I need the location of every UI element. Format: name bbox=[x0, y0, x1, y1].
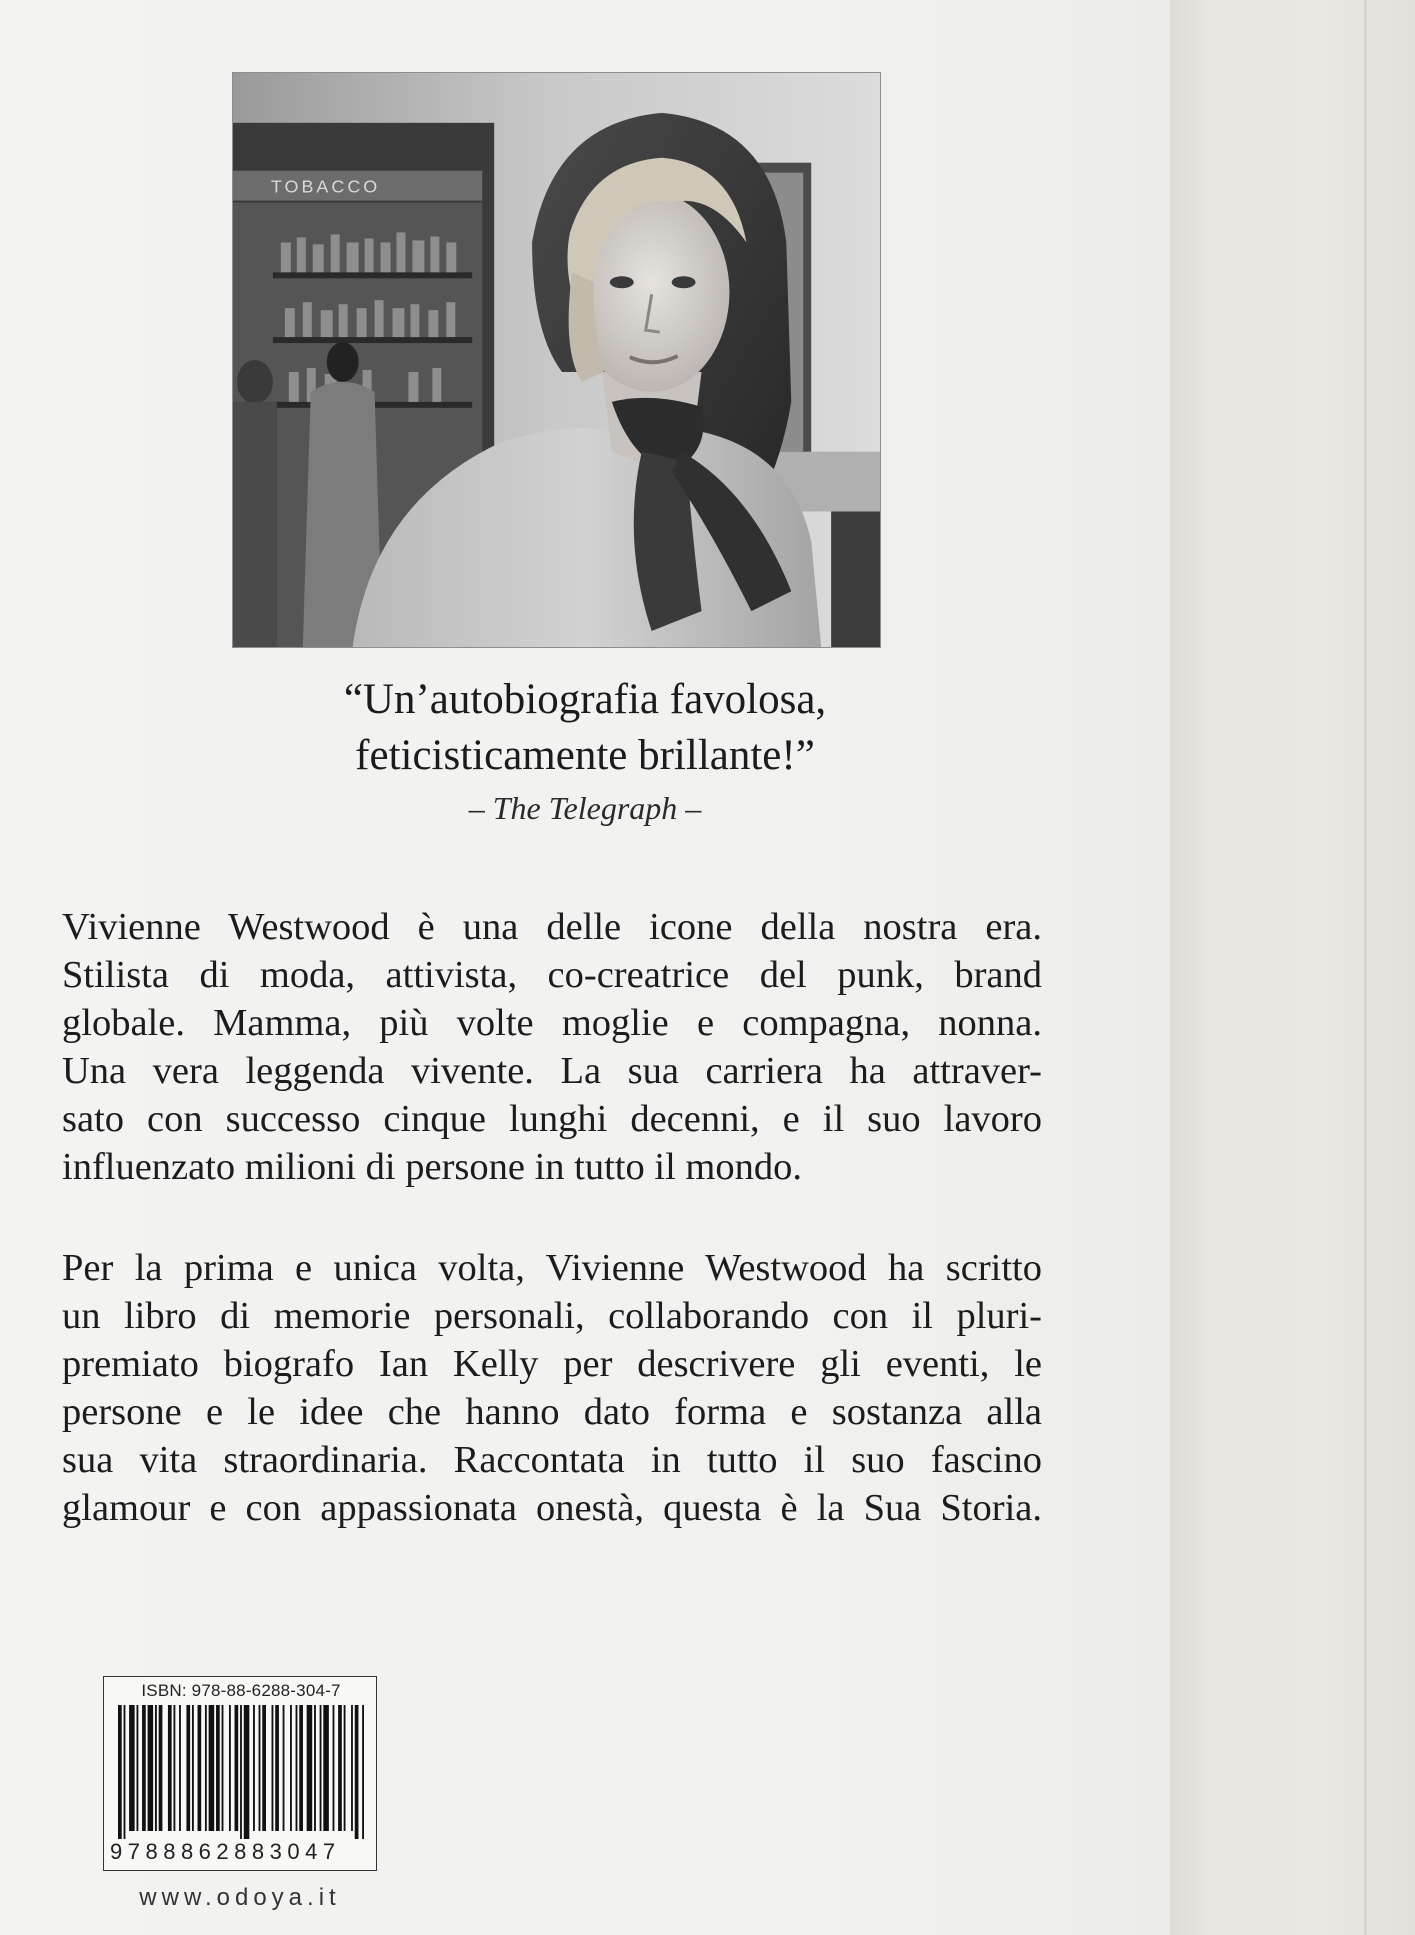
barcode-bar bbox=[240, 1705, 242, 1839]
barcode-bar bbox=[235, 1705, 239, 1831]
barcode-bar bbox=[129, 1705, 135, 1831]
cover-photograph bbox=[232, 72, 881, 648]
publisher-website: www.odoya.it bbox=[139, 1884, 341, 1911]
paragraph-line: premiato biografo Ian Kelly per descrivere gli eventi, le bbox=[62, 1343, 1042, 1385]
paragraph-line: Una vera leggenda vivente. La sua carriera ha attraver- bbox=[62, 1050, 1042, 1092]
spine-edge bbox=[1364, 0, 1367, 1935]
barcode-bar bbox=[186, 1705, 190, 1831]
barcode-bar bbox=[338, 1705, 342, 1831]
barcode-bar bbox=[290, 1705, 292, 1831]
barcode-bar bbox=[253, 1705, 255, 1831]
barcode-bar bbox=[124, 1705, 126, 1839]
barcode-bar bbox=[333, 1705, 335, 1831]
barcode-bar bbox=[323, 1705, 329, 1831]
description-paragraph-2 bbox=[62, 1244, 1042, 1532]
book-spine bbox=[1170, 0, 1415, 1935]
barcode-bar bbox=[283, 1705, 285, 1831]
paragraph-line: persone e le idee che hanno dato forma e sostanza alla bbox=[62, 1391, 1042, 1433]
barcode-bar bbox=[362, 1705, 364, 1839]
shop-sign-text: TOBACCO bbox=[270, 176, 381, 197]
barcode-bar bbox=[173, 1705, 175, 1831]
barcode-digits: 9788862883047 bbox=[110, 1839, 341, 1864]
barcode-bar bbox=[192, 1705, 194, 1831]
barcode-bar bbox=[198, 1705, 202, 1831]
quote-line-1: “Un’autobiografia favolosa, bbox=[343, 676, 827, 723]
isbn-barcode bbox=[103, 1676, 377, 1871]
barcode-bar bbox=[351, 1705, 353, 1831]
barcode-bar bbox=[155, 1705, 157, 1831]
barcode-bar bbox=[272, 1705, 274, 1831]
barcode-bar bbox=[275, 1705, 279, 1831]
quote-source: – The Telegraph – bbox=[468, 790, 702, 826]
barcode-bar bbox=[118, 1705, 122, 1839]
barcode-bar bbox=[259, 1705, 261, 1831]
description-paragraph-1 bbox=[62, 903, 1042, 1191]
paragraph-line: sua vita straordinaria. Raccontata in tutto il suo fascino bbox=[62, 1439, 1042, 1481]
barcode-bar bbox=[159, 1705, 163, 1831]
barcode-bar bbox=[262, 1705, 266, 1831]
paragraph-line: Vivienne Westwood è una delle icone della nostra era. bbox=[62, 906, 1042, 948]
barcode-bar bbox=[168, 1705, 172, 1831]
paragraph-line: un libro di memorie personali, collaborando con il pluri- bbox=[62, 1295, 1042, 1337]
barcode-bar bbox=[314, 1705, 316, 1831]
barcode-bar bbox=[205, 1705, 207, 1831]
barcode-bar bbox=[299, 1705, 303, 1831]
paragraph-line: influenzato milioni di persone in tutto il mondo. bbox=[62, 1146, 802, 1188]
barcode-bar bbox=[209, 1705, 215, 1831]
barcode-bar bbox=[244, 1705, 250, 1839]
barcode-bar bbox=[179, 1705, 181, 1831]
barcode-bar bbox=[142, 1705, 146, 1831]
barcode-bar bbox=[307, 1705, 313, 1831]
paragraph-line: sato con successo cinque lunghi decenni, e il suo lavoro bbox=[62, 1098, 1042, 1140]
barcode-bar bbox=[320, 1705, 322, 1831]
barcode-bar bbox=[355, 1705, 359, 1839]
isbn-label: ISBN: 978-88-6288-304-7 bbox=[141, 1681, 341, 1700]
paragraph-line: globale. Mamma, più volte moglie e compagna, nonna. bbox=[62, 1002, 1042, 1044]
barcode-bar bbox=[296, 1705, 298, 1831]
barcode-bar bbox=[137, 1705, 139, 1831]
barcode-bar bbox=[216, 1705, 220, 1831]
photograph-image bbox=[233, 73, 880, 647]
barcode-bar bbox=[229, 1705, 231, 1831]
barcode-bar bbox=[222, 1705, 224, 1831]
barcode-bars bbox=[118, 1705, 364, 1839]
paragraph-line: Stilista di moda, attivista, co-creatrice del punk, brand bbox=[62, 954, 1042, 996]
paragraph-line: glamour e con appassionata onestà, questa è la Sua Storia. bbox=[62, 1487, 1042, 1529]
barcode-bar bbox=[344, 1705, 346, 1831]
quote-line-2: feticisticamente brillante!” bbox=[355, 732, 815, 779]
paragraph-line: Per la prima e unica volta, Vivienne Westwood ha scritto bbox=[62, 1247, 1042, 1289]
barcode-bar bbox=[148, 1705, 154, 1831]
